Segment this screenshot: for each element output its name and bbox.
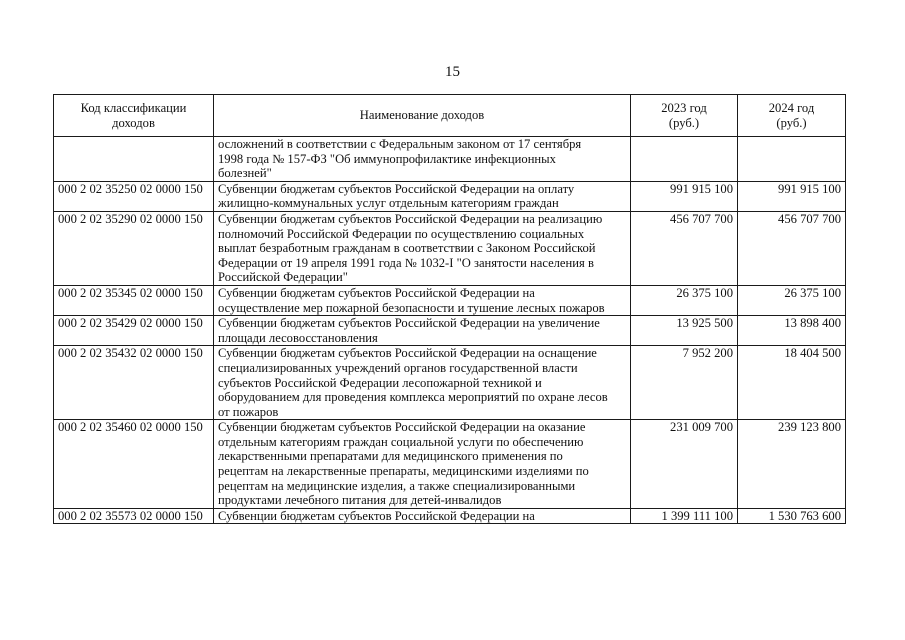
- amount-2023: 7 952 200: [631, 346, 738, 420]
- revenue-name-line: оборудованием для проведения комплекса мероприятий по охране лесов: [218, 390, 608, 405]
- amount-2024: [738, 137, 846, 182]
- table-header-row: [54, 95, 846, 137]
- revenue-name-line: осложнений в соответствии с Федеральным законом от 17 сентября: [218, 137, 582, 151]
- amount-2023: 1 399 111 100: [631, 508, 738, 524]
- header-code-line: доходов: [112, 115, 155, 130]
- revenue-name-line: продуктами лечебного питания для детей-инвалидов: [218, 493, 502, 508]
- amount-2024: 18 404 500: [738, 346, 846, 420]
- revenue-name-line: от пожаров: [218, 404, 279, 419]
- amount-2024: 456 707 700: [738, 211, 846, 285]
- revenue-name-line: Субвенции бюджетам субъектов Российской Федерации на реализацию: [218, 211, 603, 226]
- classification-code: [54, 137, 214, 182]
- revenue-name-line: лекарственными препаратами для медицинского применения по: [218, 449, 563, 464]
- amount-2023: 456 707 700: [631, 211, 738, 285]
- table-row: [54, 285, 846, 315]
- amount-2023: 231 009 700: [631, 420, 738, 509]
- amount-2024: 13 898 400: [738, 316, 846, 346]
- revenue-name: [214, 285, 631, 315]
- revenue-name-line: болезней": [218, 166, 272, 181]
- header-2023-line: 2023 год: [661, 100, 707, 115]
- revenue-name-line: Субвенции бюджетам субъектов Российской Федерации на оплату: [218, 181, 575, 196]
- amount-2023: 991 915 100: [631, 181, 738, 211]
- classification-code: 000 2 02 35432 02 0000 150: [54, 346, 214, 420]
- amount-2024: 991 915 100: [738, 181, 846, 211]
- revenue-name-line: Федерации от 19 апреля 1991 года № 1032-I "О занятости населения в: [218, 255, 594, 270]
- revenue-name-line: Субвенции бюджетам субъектов Российской Федерации на оснащение: [218, 346, 597, 361]
- revenue-name-line: выплат безработным гражданам в соответствии с Законом Российской: [218, 241, 596, 256]
- header-code: [54, 95, 214, 137]
- table-row: [54, 508, 846, 524]
- revenue-name-line: специализированных учреждений органов государственной власти: [218, 360, 578, 375]
- amount-2023: [631, 137, 738, 182]
- amount-2024: 1 530 763 600: [738, 508, 846, 524]
- header-2024: [738, 95, 846, 137]
- table-row: [54, 181, 846, 211]
- revenue-name: [214, 211, 631, 285]
- revenue-name: [214, 420, 631, 509]
- header-2024-line: 2024 год: [768, 100, 815, 115]
- revenue-name-line: площади лесовосстановления: [218, 330, 378, 345]
- revenue-name: [214, 346, 631, 420]
- classification-code: 000 2 02 35429 02 0000 150: [54, 316, 214, 346]
- revenue-name-line: Субвенции бюджетам субъектов Российской Федерации на: [218, 508, 535, 523]
- revenue-name: [214, 137, 631, 182]
- amount-2023: 13 925 500: [631, 316, 738, 346]
- table-row: [54, 316, 846, 346]
- table-row: [54, 420, 846, 509]
- header-name: Наименование доходов: [214, 95, 631, 137]
- classification-code: 000 2 02 35573 02 0000 150: [54, 508, 214, 524]
- header-2024-line: (руб.): [776, 115, 807, 130]
- revenue-name-line: Российской Федерации": [218, 270, 348, 285]
- table-row: [54, 346, 846, 420]
- revenue-table: [53, 94, 846, 524]
- amount-2024: 26 375 100: [738, 285, 846, 315]
- classification-code: 000 2 02 35345 02 0000 150: [54, 285, 214, 315]
- classification-code: 000 2 02 35250 02 0000 150: [54, 181, 214, 211]
- table-body: [54, 137, 846, 524]
- table-row: [54, 211, 846, 285]
- page-number: 15: [445, 64, 460, 80]
- revenue-name-line: Субвенции бюджетам субъектов Российской Федерации на увеличение: [218, 316, 600, 331]
- revenue-name-line: полномочий Российской Федерации по осуществлению социальных: [218, 226, 585, 241]
- revenue-name-line: Субвенции бюджетам субъектов Российской Федерации на оказание: [218, 420, 586, 435]
- revenue-name: [214, 508, 631, 524]
- classification-code: 000 2 02 35290 02 0000 150: [54, 211, 214, 285]
- header-2023: [631, 95, 738, 137]
- revenue-name-line: отдельным категориям граждан социальной услуги по обеспечению: [218, 434, 584, 449]
- revenue-name-line: субъектов Российской Федерации лесопожарной техникой и: [218, 375, 542, 390]
- revenue-name-line: 1998 года № 157-ФЗ "Об иммунопрофилактике инфекционных: [218, 151, 556, 166]
- revenue-name: [214, 316, 631, 346]
- header-code-line: Код классификации: [80, 100, 187, 115]
- revenue-name-line: осуществление мер пожарной безопасности и тушение лесных пожаров: [218, 300, 605, 315]
- revenue-name-line: рецептам на медицинские изделия, а также специализированными: [218, 478, 576, 493]
- header-2023-line: (руб.): [668, 115, 700, 130]
- amount-2023: 26 375 100: [631, 285, 738, 315]
- table-row: [54, 137, 846, 182]
- revenue-name: [214, 181, 631, 211]
- revenue-name-line: жилищно-коммунальных услуг отдельным категориям граждан: [218, 196, 559, 211]
- revenue-name-line: Субвенции бюджетам субъектов Российской Федерации на: [218, 285, 535, 300]
- revenue-name-line: рецептам на лекарственные препараты, медицинскими изделиями по: [218, 464, 589, 479]
- amount-2024: 239 123 800: [738, 420, 846, 509]
- classification-code: 000 2 02 35460 02 0000 150: [54, 420, 214, 509]
